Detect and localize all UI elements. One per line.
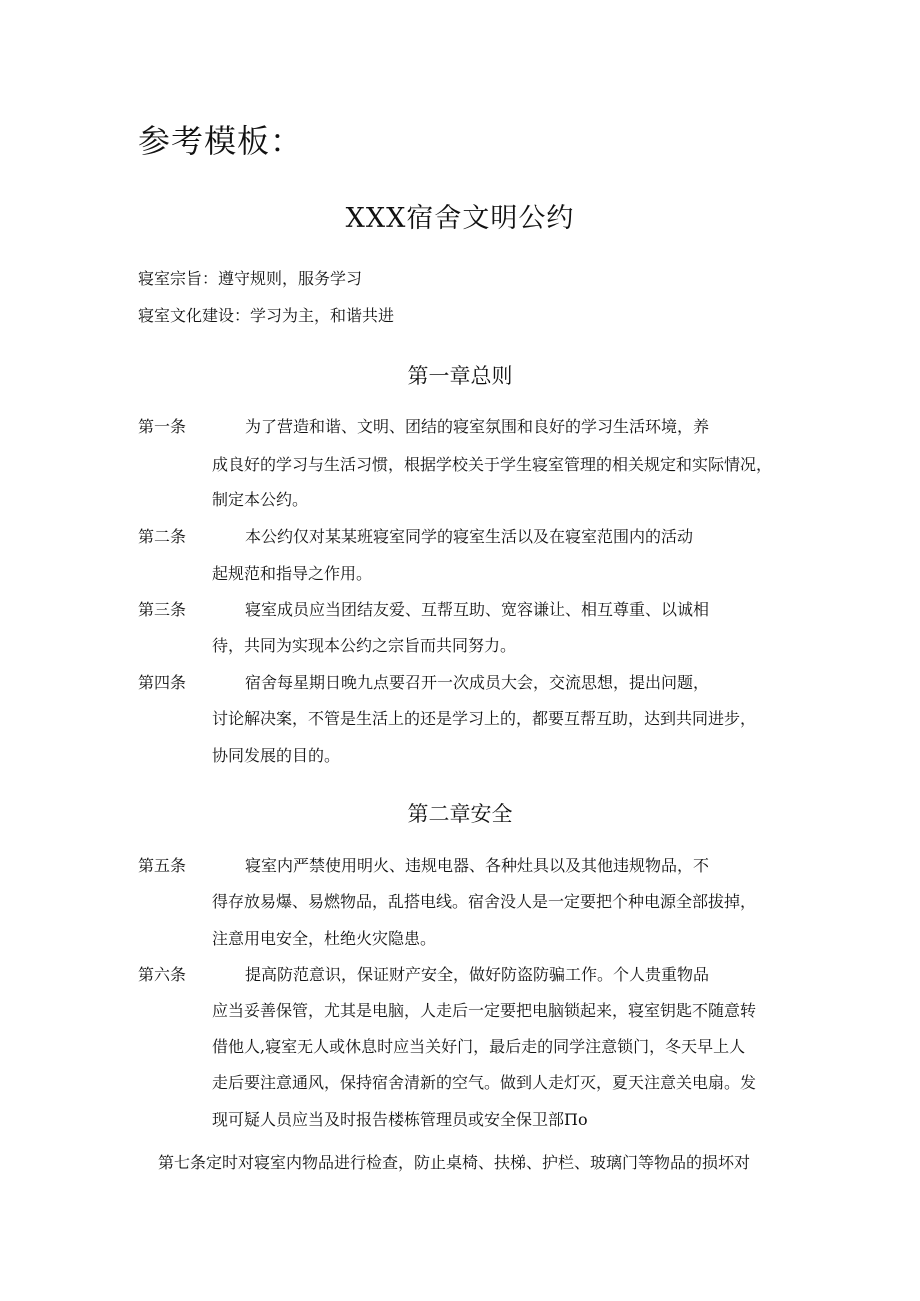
article-line: 协同发展的目的。 [212, 746, 341, 765]
article-line: 借他人,寝室无人或休息时应当关好门，最后走的同学注意锁门，冬天早上人 [212, 1037, 746, 1056]
article-label: 第四条 [138, 673, 187, 692]
dorm-culture: 寝室文化建设：学习为主，和谐共进 [138, 306, 395, 325]
article-label: 第三条 [138, 600, 187, 619]
article-line: 现可疑人员应当及时报告楼栋管理员或安全保卫部Πo [212, 1110, 588, 1129]
article-line: 讨论解决案，不管是生活上的还是学习上的，都要互帮互助，达到共同进步， [212, 709, 757, 728]
article-line: 本公约仅对某某班寝室同学的寝室生活以及在寝室范围内的活动 [245, 527, 694, 546]
article-label: 第六条 [138, 965, 187, 984]
reference-template-heading: 参考模板： [138, 122, 304, 160]
article-line: 起规范和指导之作用。 [212, 564, 373, 583]
article-line: 为了营造和谐、文明、团结的寝室氛围和良好的学习生活环境，养 [245, 417, 710, 436]
article-line: 走后要注意通风，保持宿舍清新的空气。做到人走灯灭，夏天注意关电扇。发 [212, 1073, 757, 1092]
chapter-title: 第二章安全 [407, 802, 513, 826]
article-label: 第二条 [138, 527, 187, 546]
article-line: 得存放易爆、易燃物品，乱搭电线。宿舍没人是一定要把个种电源全部拔掉， [212, 892, 757, 911]
article-line: 寝室内严禁使用明火、违规电器、各种灶具以及其他违规物品，不 [245, 856, 710, 875]
article-line: 宿舍每星期日晚九点要召开一次成员大会，交流思想，提出问题， [245, 673, 710, 692]
article-label: 第五条 [138, 856, 187, 875]
article-line: 待，共同为实现本公约之宗旨而共同努力。 [212, 636, 517, 655]
article-line: 提高防范意识，保证财产安全，做好防盗防骗工作。个人贵重物品 [245, 965, 710, 984]
article-seven-line: 第七条定时对寝室内物品进行检查，防止桌椅、扶梯、护栏、玻璃门等物品的损坏对 [158, 1153, 751, 1172]
chapter-title: 第一章总则 [407, 364, 513, 388]
article-line: 成良好的学习与生活习惯，根据学校关于学生寝室管理的相关规定和实际情况， [212, 455, 773, 474]
document-title: XXX宿舍文明公约 [345, 203, 575, 234]
article-line: 应当妥善保管，尤其是电脑，人走后一定要把电脑锁起来，寝室钥匙不随意转 [212, 1001, 757, 1020]
article-line: 寝室成员应当团结友爱、互帮互助、宽容谦让、相互尊重、以诚相 [245, 600, 710, 619]
dorm-purpose: 寝室宗旨：遵守规则，服务学习 [138, 269, 363, 288]
article-label: 第一条 [138, 417, 187, 436]
article-line: 注意用电安全，杜绝火灾隐患。 [212, 929, 437, 948]
article-line: 制定本公约。 [212, 490, 309, 509]
